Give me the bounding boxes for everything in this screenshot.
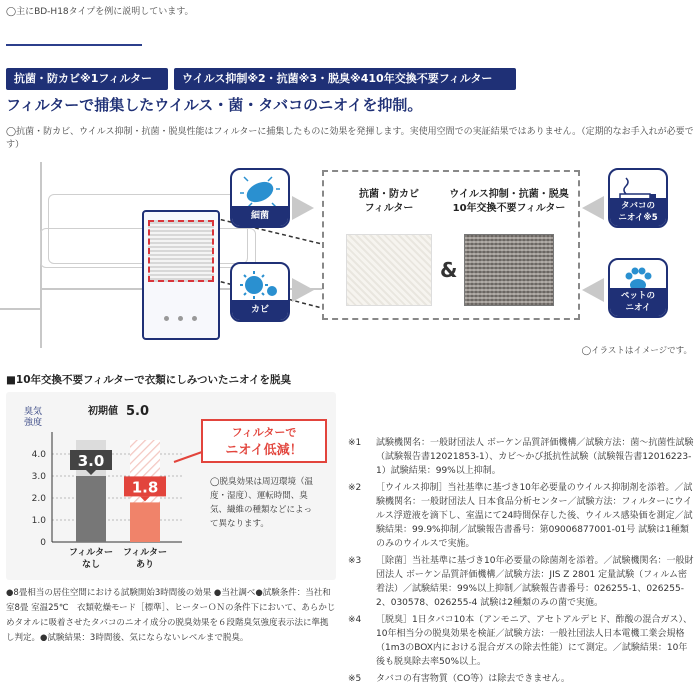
notes: [348, 436, 694, 689]
side-note-line-0: ◯脱臭効果は周辺環境（温: [210, 477, 314, 487]
tag-10year-filter: ウイルス抑制※2・抗菌※3・脱臭※410年交換不要フィルター: [174, 68, 516, 90]
bar-with-filter: [130, 502, 160, 542]
value-label-no: 3.0: [77, 452, 105, 470]
side-note: [210, 476, 314, 529]
filter1-label-line2: フィルター: [364, 203, 414, 214]
bubble-bacteria: [230, 168, 290, 228]
arrow-mold: [292, 278, 314, 302]
arrow-pet: [582, 278, 604, 302]
bubble-pet: [608, 258, 668, 318]
note-mark: ※1: [348, 438, 362, 448]
y-tick-label: 1.0: [31, 516, 46, 526]
description: ◯抗菌・防カビ、ウイルス抑制・抗菌・脱臭性能はフィルターに捕集したものに効果を発揮します。実使用空間での実証結果ではありません。（定期的なお手入れが必要です）: [6, 127, 694, 150]
y-tick-label: 2.0: [31, 494, 46, 504]
filter1-swatch: [346, 234, 432, 306]
callout-line2: ニオイ低減！: [225, 443, 303, 458]
arrow-tobacco: [582, 196, 604, 220]
dehumidifier-button: [178, 316, 183, 321]
category-yes-line2: あり: [135, 560, 155, 570]
bacteria-label: 細菌: [232, 206, 288, 226]
note-item: [348, 613, 694, 669]
filter-comparison-box: [322, 170, 580, 320]
headline: フィルターで捕集したウイルス・菌・タバコのニオイを抑制。: [6, 96, 423, 114]
tag-antibacterial-filter: 抗菌・防カビ※1フィルター: [6, 68, 168, 90]
ampersand: &: [440, 258, 458, 282]
illustration-note: ◯イラストはイメージです。: [581, 346, 692, 356]
section-title: ■10年交換不要フィルターで衣類にしみついたニオイを脱臭: [6, 374, 292, 386]
note-text: ［除菌］当社基準に基づき10年必要量の除菌剤を添着。／試験機関名：一般財団法人 ボーケン品質評価機構／試験方法：JIS Z 2801 定量試験（フィルム密着法）／試験結果：99%以上抑制／試験報告書番号：026255-1、026255-2、030578、026255-4 試験は2種類のみの菌で実施。: [376, 556, 694, 608]
note-mark: ※4: [348, 615, 362, 625]
side-note-line-3: て異なります。: [210, 519, 269, 529]
note-item: [348, 436, 694, 478]
side-note-line-2: 気、繊維の種類などによっ: [210, 505, 313, 515]
filter2-label: [444, 188, 574, 216]
note-text: タバコの有害物質（CO等）は除去できません。: [376, 674, 570, 684]
tobacco-label: [610, 198, 666, 226]
note-text: ［脱臭］1日タバコ10本（アンモニア、アセトアルデヒド、酢酸の混合ガス）、10年相当分の脱臭効果を検証／試験方法：一般社団法人日本電機工業会規格（1m3のBOX内における混合ガスの除去性能）にて測定。／試験結果：10年後も脱臭除去率50%以上。: [376, 615, 692, 667]
mold-icon: [232, 268, 288, 304]
pet-label-line1: ペットの: [620, 291, 655, 301]
note-mark: ※5: [348, 674, 362, 684]
tobacco-label-line1: タバコの: [621, 201, 655, 211]
pet-label: [610, 288, 666, 316]
mold-label: カビ: [232, 300, 288, 320]
category-yes-line1: フィルター: [123, 548, 167, 558]
filter1-label: [350, 188, 428, 216]
chart-box: [6, 392, 336, 580]
filter2-swatch: [464, 234, 554, 306]
note-mark: ※2: [348, 483, 362, 493]
y-tick-label: 3.0: [31, 472, 46, 482]
filter2-label-line2: 10年交換不要フィルター: [452, 203, 566, 214]
tobacco-label-line2: ニオイ※5: [618, 213, 658, 223]
illustration: [0, 158, 700, 358]
category-no-line1: フィルター: [69, 548, 113, 558]
dehumidifier: [142, 210, 220, 340]
callout-pointer: [174, 452, 202, 462]
note-item: [348, 481, 694, 551]
side-note-line-1: 度・湿度）、運転時間、臭: [210, 491, 308, 501]
initial-value: 5.0: [126, 404, 150, 419]
top-note: ◯主にBD-H18タイプを例に説明しています。: [6, 7, 194, 17]
ylabel-line2: 強度: [24, 418, 43, 428]
value-label-yes: 1.8: [131, 478, 159, 497]
note-text: ［ウイルス抑制］当社基準に基づき10年必要量のウイルス抑制剤を添着。／試験機関名：一般財団法人 日本食品分析センター／試験方法：フィルターにウイルス浮遊液を滴下し、室温にて24時間保存した後、ウイルス感染価を測定／試験結果：99.9%抑制／試験報告書番号：第09006877001-01号 試験は1種類のみのウイルスで実施。: [376, 483, 693, 549]
initial-label: 初期値: [88, 406, 118, 417]
footnote-left: ●8畳相当の居住空間における試験開始3時間後の効果 ●当社調べ●試験条件：当社和室8畳 室温25℃ 衣類乾燥モード［標準］、ヒーターＯＮの条件下において、あらかじめタオルに吸着させたタバコのニオイ成分の脱臭効果を６段階臭気強度表示法に準拠し判定。●試験結果：3時間後、気にならないレベルまで脱臭。: [6, 588, 336, 643]
pet-label-line2: ニオイ: [625, 303, 651, 313]
category-no-line2: なし: [81, 560, 101, 570]
arrow-bacteria: [292, 196, 314, 220]
y-tick-label: 0: [40, 538, 46, 548]
note-item: [348, 672, 694, 686]
note-mark: ※3: [348, 556, 362, 566]
callout-line1: フィルターで: [231, 426, 297, 439]
bacteria-icon: [232, 174, 288, 210]
y-tick-label: 4.0: [31, 450, 46, 460]
ylabel-line1: 臭気: [24, 407, 43, 417]
note-text: 試験機関名：一般財団法人 ボーケン品質評価機構／試験方法：菌～抗菌性試験（試験報告書12021853-1）、カビ～かび抵抗性試験（試験報告書12016223-1）試験結果：99%以上抑制。: [376, 438, 694, 476]
bar-no-filter: [76, 476, 106, 542]
top-rule: [6, 44, 142, 46]
bubble-tobacco: [608, 168, 668, 228]
filter1-label-line1: 抗菌・防カビ: [359, 189, 419, 200]
note-item: [348, 554, 694, 610]
bubble-mold: [230, 262, 290, 322]
odor-chart: [6, 392, 336, 580]
filter2-label-line1: ウイルス抑制・抗菌・脱臭: [449, 189, 569, 200]
ylabel: [24, 405, 42, 428]
dehumidifier-button: [164, 316, 169, 321]
dehumidifier-button: [192, 316, 197, 321]
filter-panel: [148, 220, 214, 282]
